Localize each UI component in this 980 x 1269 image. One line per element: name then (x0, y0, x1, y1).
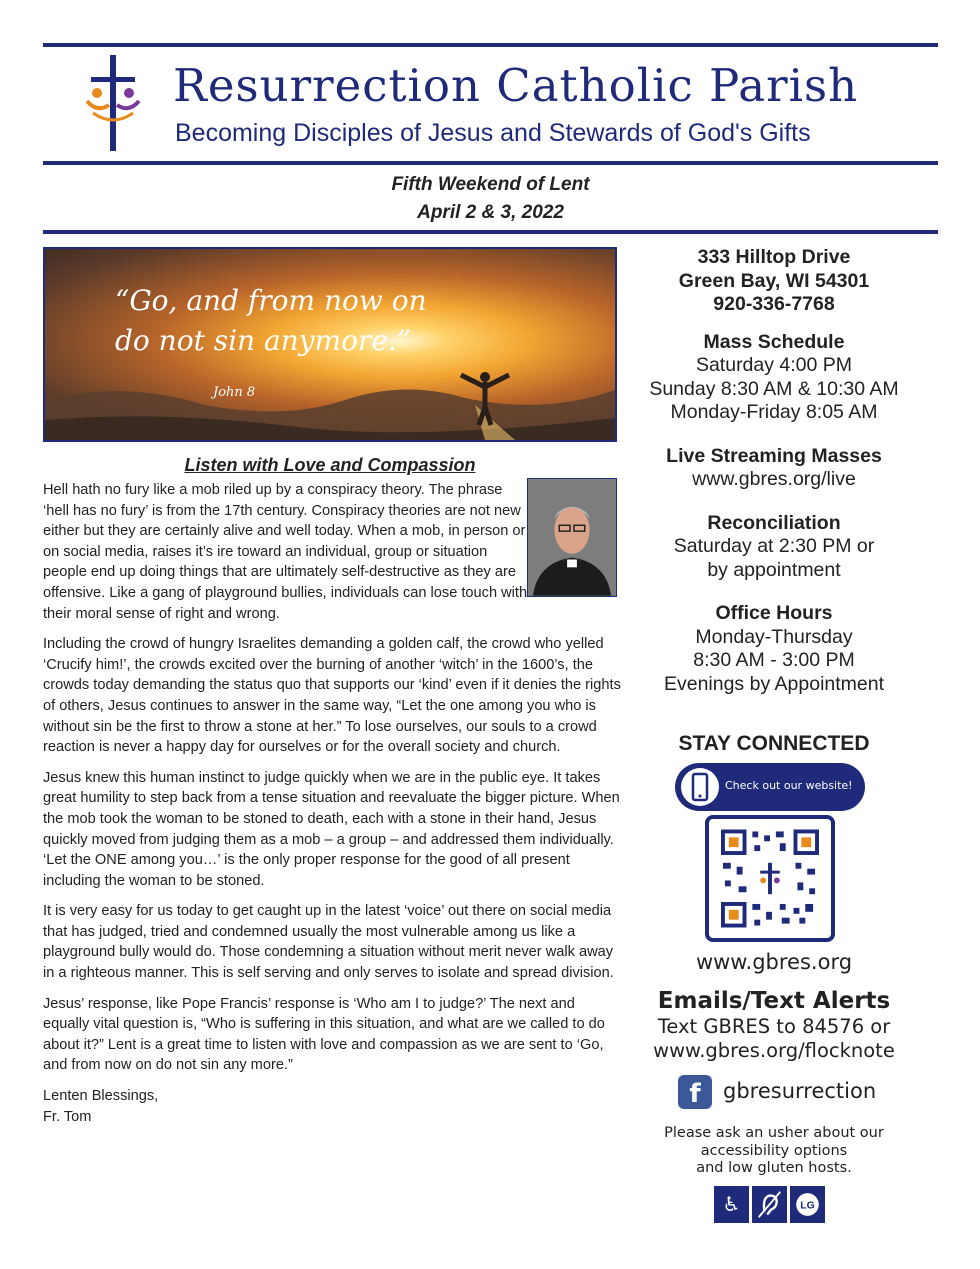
accessibility-line: Please ask an usher about our (664, 1125, 884, 1141)
low-gluten-icon (790, 1186, 825, 1223)
office-hours-line: Evenings by Appointment (663, 672, 885, 695)
masthead (43, 47, 938, 157)
address-line-2: Green Bay, WI 54301 (678, 269, 870, 292)
low-gluten-badge-label: LG (800, 1200, 815, 1212)
stay-connected-heading: STAY CONNECTED (678, 732, 870, 755)
parish-name: Resurrection Catholic Parish (173, 59, 859, 112)
website-link[interactable]: www.gbres.org (695, 950, 853, 974)
signature: Fr. Tom (43, 1108, 92, 1125)
hearing-assistance-icon (752, 1186, 787, 1223)
qr-code-icon (721, 827, 819, 930)
mass-time: Sunday 8:30 AM & 10:30 AM (649, 377, 899, 400)
scripture-banner (43, 247, 617, 442)
alerts-info (630, 1015, 918, 1062)
accessibility-line: and low gluten hosts. (696, 1160, 852, 1176)
date-bottom-rule (43, 230, 938, 234)
info-sidebar (630, 246, 918, 696)
article-paragraph: Jesus’ response, like Pope Francis’ response is ‘Who am I to judge?’ The next and equally vital question is, “Who is suffering in this situation, and what are we called to do about it?” Lent is a great time to listen with love and compassion as we are sent to ‘Go, and from now on do not sin any more.” (43, 995, 605, 1074)
address-line-1: 333 Hilltop Drive (697, 246, 851, 268)
website-button-label: Check out our website! (725, 779, 853, 792)
parish-cross-logo-icon (83, 53, 143, 153)
accessibility-note (630, 1125, 918, 1178)
alerts-line: Text GBRES to 84576 or (657, 1015, 891, 1038)
reconciliation-heading: Reconciliation (707, 511, 841, 534)
alerts-heading: Emails/Text Alerts (657, 988, 891, 1014)
weekend-title: Fifth Weekend of Lent (391, 174, 590, 195)
article-paragraph: Jesus knew this human instinct to judge quickly when we are in the public eye. It takes great humility to step back from a tense situation and reevaluate the bigger picture. When the mob took the woman to be stoned to death, each with a stone in their hand, Jesus quickly moved from judging them as a mob – a group – and addressed them individually. ‘Let the ONE among you…’ is the only proper response for the good of all present including the woman to be stoned. (43, 769, 620, 889)
reconciliation-time: by appointment (707, 558, 841, 581)
mass-time: Saturday 4:00 PM (695, 354, 853, 376)
wheelchair-icon: ♿ (714, 1186, 749, 1223)
mass-schedule-heading: Mass Schedule (703, 330, 845, 353)
office-hours-line: Monday-Thursday (695, 625, 853, 648)
header-bottom-rule (43, 161, 938, 165)
live-stream-heading: Live Streaming Masses (666, 444, 882, 467)
article-paragraph: Hell hath no fury like a mob riled up by a conspiracy theory. The phrase ‘hell has no fury’ is from the 17th century. Conspiracy theories are not new either but they are certainly alive and well today. When a mob, in person or on social media, raises it’s ire toward an individual, group or situation people end up doing things that are ultimately self-destructive as they are offensive. Like a gang of playground bullies, individuals can lose touch with their moral sense of right and wrong. (43, 482, 528, 622)
article-paragraph: It is very easy for us today to get caught up in the latest ‘voice’ out there on social media that has judged, tried and condemned usually the most vulnerable among us like a playground bully would do. Those condemning a situation without merit never walk away in a righteous manner. This is self serving and only serves to isolate and spread division. (43, 903, 614, 982)
qr-code[interactable] (705, 815, 835, 942)
flocknote-link[interactable]: www.gbres.org/flocknote (653, 1038, 895, 1062)
hills-silhouette (45, 360, 615, 440)
accessibility-icons (714, 1186, 826, 1223)
live-stream-link[interactable]: www.gbres.org/live (692, 468, 856, 490)
weekend-date: April 2 & 3, 2022 (417, 202, 564, 223)
parish-tagline: Becoming Disciples of Jesus and Stewards of God's Gifts (175, 119, 811, 147)
reconciliation-time: Saturday at 2:30 PM or (673, 535, 875, 557)
phone-icon-circle (681, 768, 719, 806)
facebook-icon[interactable]: f (678, 1075, 712, 1109)
smartphone-icon (681, 768, 719, 806)
phone-number: 920-336-7768 (713, 293, 835, 315)
website-button[interactable] (675, 763, 865, 811)
article-paragraph: Including the crowd of hungry Israelites demanding a golden calf, the crowd who yelled ‘Crucify him!’, the crowds excited over the burning of another ‘witch’ in the 1600’s, the crowds today demanding the status quo that supports our ‘kind’ even if it denies the rights of others, Jesus continues to answer in the same way, “Let the one among you who is without sin be the first to throw a stone at her.” To lose ourselves, our souls to a crowd reaction is never a happy day for ourselves or for the overall society and church. (43, 636, 621, 756)
mass-time: Monday-Friday 8:05 AM (670, 401, 878, 423)
scripture-reference: John 8 (213, 385, 256, 400)
scripture-quote: “Go, and from now on do not sin anymore.” (115, 284, 427, 357)
accessibility-line: accessibility options (700, 1142, 848, 1159)
ear-icon (753, 1187, 786, 1222)
facebook-handle[interactable]: gbresurrection (723, 1079, 877, 1103)
article-body (43, 480, 621, 1127)
office-hours-line: 8:30 AM - 3:00 PM (693, 649, 855, 671)
closing: Lenten Blessings, (43, 1088, 159, 1105)
person-arms-raised-icon (455, 367, 515, 427)
office-hours-heading: Office Hours (715, 602, 833, 624)
low-gluten-badge-icon (791, 1187, 824, 1222)
article-title: Listen with Love and Compassion (184, 455, 476, 475)
